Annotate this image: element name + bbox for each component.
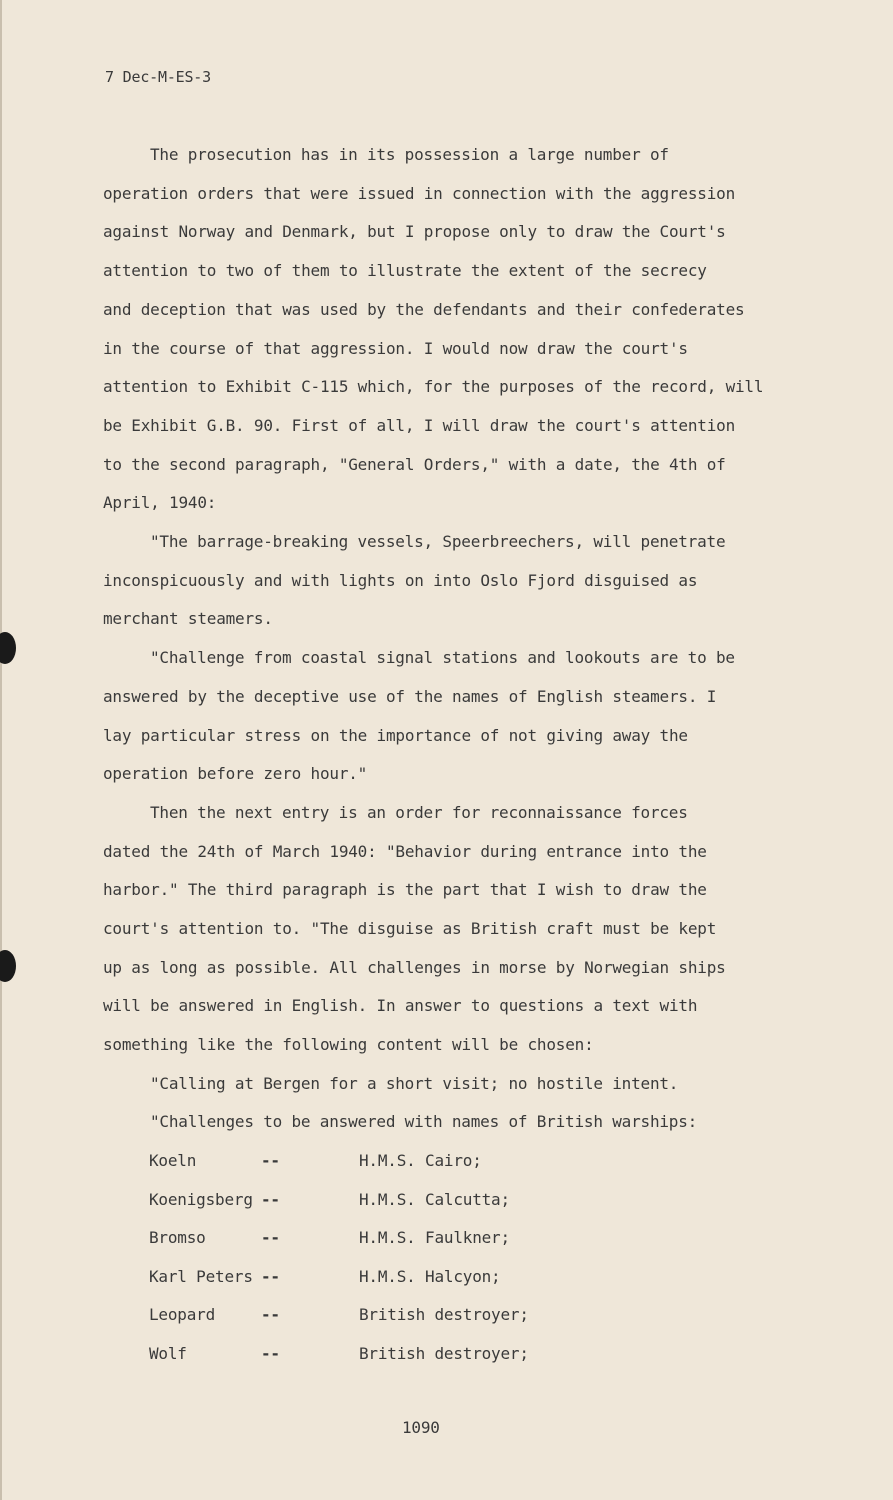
paragraph: The prosecution has in its possession a large number of operation orders that were issued in connection with the aggression against Norway and Denmark, but I propose only to draw the Court's attention to two of them to illustrate the extent of the secrecy and deception that was used by the defendants and their confederates in the course of that aggression. I would now draw the court's attention to Exhibit C-115 which, for the purposes of the record, will be Exhibit G.B. 90. First of all, I will draw the court's attention to the second paragraph, "General Orders," with a date, the 4th of April, 1940: <box>103 145 764 513</box>
ship-alias: H.M.S. Halcyon; <box>359 1266 501 1286</box>
ship-row <box>149 1219 649 1258</box>
punch-hole <box>0 632 16 664</box>
ship-alias: H.M.S. Faulkner; <box>359 1228 510 1247</box>
ship-alias: H.M.S. Cairo; <box>359 1151 482 1170</box>
ship-row <box>149 1258 649 1297</box>
ship-dash: -- <box>261 1228 280 1247</box>
ship-name: Bromso <box>149 1228 206 1247</box>
document-header: 7 Dec-M-ES-3 <box>105 68 211 86</box>
quote-line: "Calling at Bergen for a short visit; no hostile intent. <box>150 1073 679 1093</box>
ship-alias: H.M.S. Calcutta; <box>359 1189 510 1209</box>
ship-dash: -- <box>261 1266 280 1286</box>
page-number: 1090 <box>402 1418 440 1437</box>
ship-name-list <box>149 1142 649 1373</box>
ship-dash: -- <box>261 1189 280 1209</box>
ship-name: Koenigsberg <box>149 1189 253 1209</box>
paragraph: Then the next entry is an order for reconnaissance forces dated the 24th of March 1940: "Behavior during entrance into the harbor." The third paragraph is the part that I wish to draw the court's attention to. "The disguise as British craft must be kept up as long as possible. All challenges in morse by Norwegian ships will be answered in English. In answer to questions a text with something like the following content will be chosen: <box>103 802 726 1055</box>
ship-name: Koeln <box>149 1151 197 1170</box>
ship-row <box>149 1296 649 1335</box>
quote-line: "Challenges to be answered with names of British warships: <box>150 1112 698 1132</box>
ship-row <box>149 1335 649 1374</box>
body-text <box>103 136 803 1142</box>
ship-name: Wolf <box>149 1343 187 1363</box>
ship-row <box>149 1142 649 1181</box>
ship-name: Leopard <box>149 1305 216 1324</box>
ship-row <box>149 1181 649 1220</box>
ship-name: Karl Peters <box>149 1266 253 1286</box>
ship-dash: -- <box>261 1343 280 1363</box>
paragraph: "Challenge from coastal signal stations and lookouts are to be answered by the deceptive use of the names of English steamers. I lay particular stress on the importance of not giving away the operation before zero hour." <box>103 648 735 784</box>
ship-dash: -- <box>261 1151 280 1170</box>
paragraph: "The barrage-breaking vessels, Speerbreechers, will penetrate inconspicuously and with lights on into Oslo Fjord disguised as merchant steamers. <box>103 532 726 629</box>
ship-alias: British destroyer; <box>359 1343 529 1363</box>
ship-dash: -- <box>261 1305 280 1324</box>
punch-hole <box>0 950 16 982</box>
ship-alias: British destroyer; <box>359 1305 529 1324</box>
